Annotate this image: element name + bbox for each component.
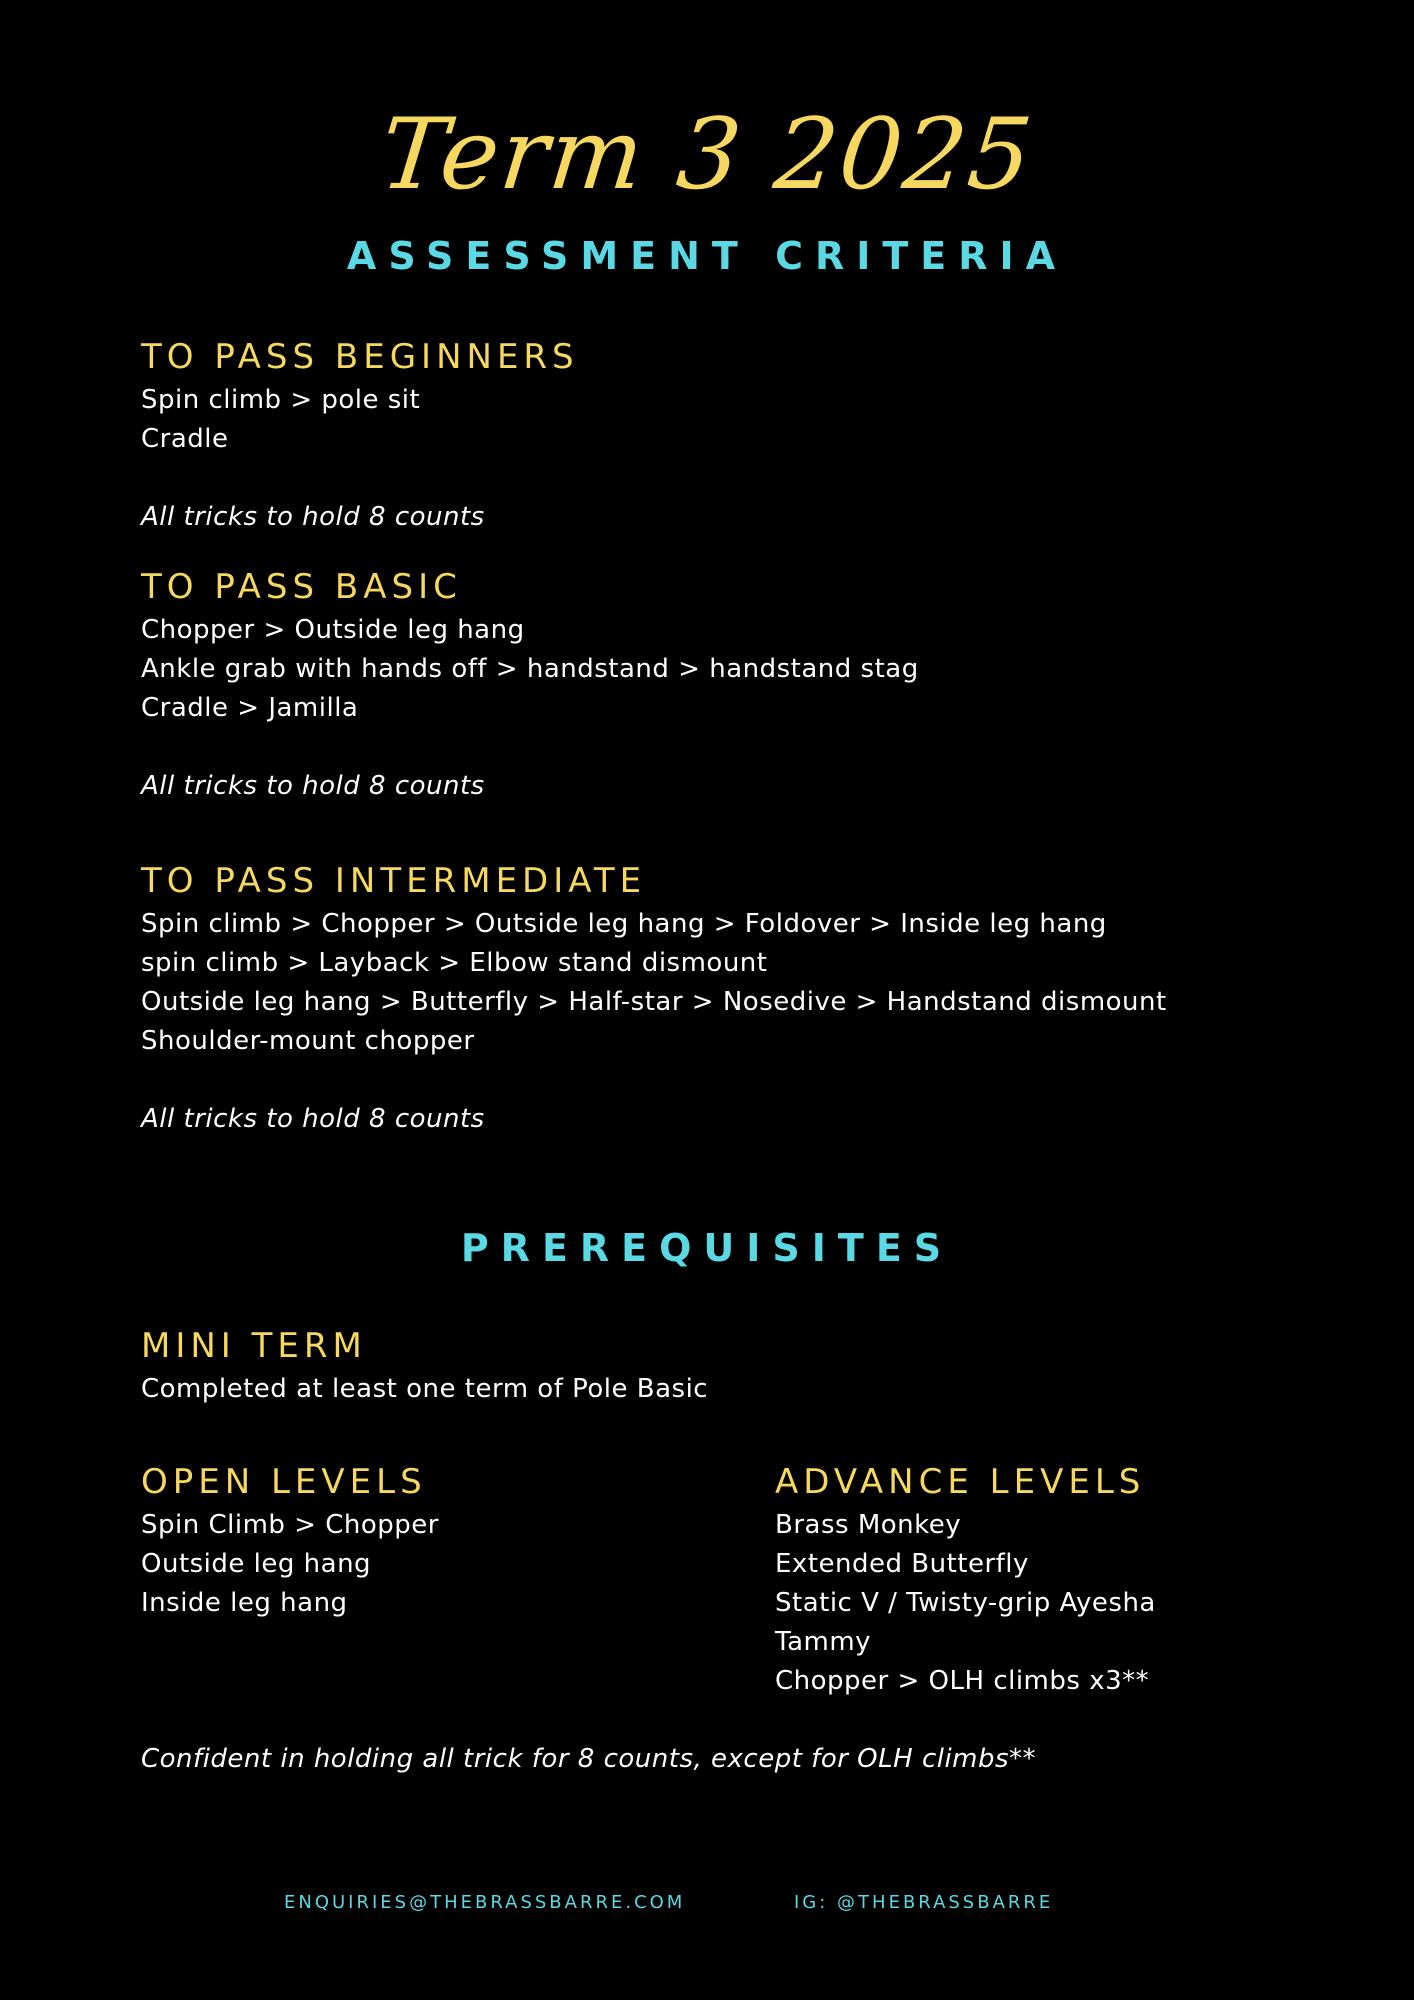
intermediate-item: Outside leg hang > Butterfly > Half-star > Nosedive > Handstand dismount (141, 987, 1167, 1017)
mini-term-item: Completed at least one term of Pole Basic (141, 1374, 709, 1404)
intermediate-item: spin climb > Layback > Elbow stand dismount (141, 948, 768, 978)
open-levels-item: Outside leg hang (141, 1549, 372, 1579)
basic-item: Ankle grab with hands off > handstand > handstand stag (141, 654, 919, 684)
advance-levels-item: Static V / Twisty-grip Ayesha (775, 1588, 1156, 1618)
advance-levels-section (775, 1462, 1156, 1701)
advance-levels-item: Chopper > OLH climbs x3** (775, 1666, 1150, 1696)
intermediate-item: Shoulder-mount chopper (141, 1026, 475, 1056)
mini-term-heading: MINI TERM (141, 1326, 367, 1366)
intermediate-item: Spin climb > Chopper > Outside leg hang > Foldover > Inside leg hang (141, 909, 1107, 939)
beginners-heading: TO PASS BEGINNERS (141, 337, 579, 377)
advance-levels-item: Brass Monkey (775, 1510, 962, 1540)
open-levels-section (141, 1462, 439, 1623)
prerequisites-heading: PREREQUISITES (460, 1226, 954, 1270)
advance-levels-heading: ADVANCE LEVELS (775, 1462, 1146, 1502)
basic-heading: TO PASS BASIC (141, 567, 462, 607)
assessment-criteria-heading: ASSESSMENT CRITERIA (346, 234, 1068, 278)
open-levels-heading: OPEN LEVELS (141, 1462, 427, 1502)
footer-instagram-link[interactable]: IG: @THEBRASSBARRE (794, 1892, 1054, 1913)
beginners-item: Cradle (141, 424, 229, 454)
page-title: Term 3 2025 (375, 98, 1039, 212)
prerequisites-note: Confident in holding all trick for 8 counts, except for OLH climbs** (141, 1744, 1037, 1774)
intermediate-heading: TO PASS INTERMEDIATE (141, 861, 647, 901)
basic-item: Chopper > Outside leg hang (141, 615, 525, 645)
beginners-section (141, 337, 579, 537)
open-levels-item: Inside leg hang (141, 1588, 348, 1618)
footer-email-link[interactable]: ENQUIRIES@THEBRASSBARRE.COM (284, 1892, 686, 1913)
basic-item: Cradle > Jamilla (141, 693, 359, 723)
mini-term-section (141, 1326, 708, 1409)
advance-levels-item: Extended Butterfly (775, 1549, 1029, 1579)
intermediate-note: All tricks to hold 8 counts (141, 1104, 485, 1134)
advance-levels-item: Tammy (775, 1627, 872, 1657)
prerequisites-note-block (141, 1740, 1036, 1779)
intermediate-section (141, 861, 1167, 1139)
basic-note: All tricks to hold 8 counts (141, 771, 485, 801)
beginners-item: Spin climb > pole sit (141, 385, 421, 415)
basic-section (141, 567, 919, 806)
beginners-note: All tricks to hold 8 counts (141, 502, 485, 532)
open-levels-item: Spin Climb > Chopper (141, 1510, 439, 1540)
